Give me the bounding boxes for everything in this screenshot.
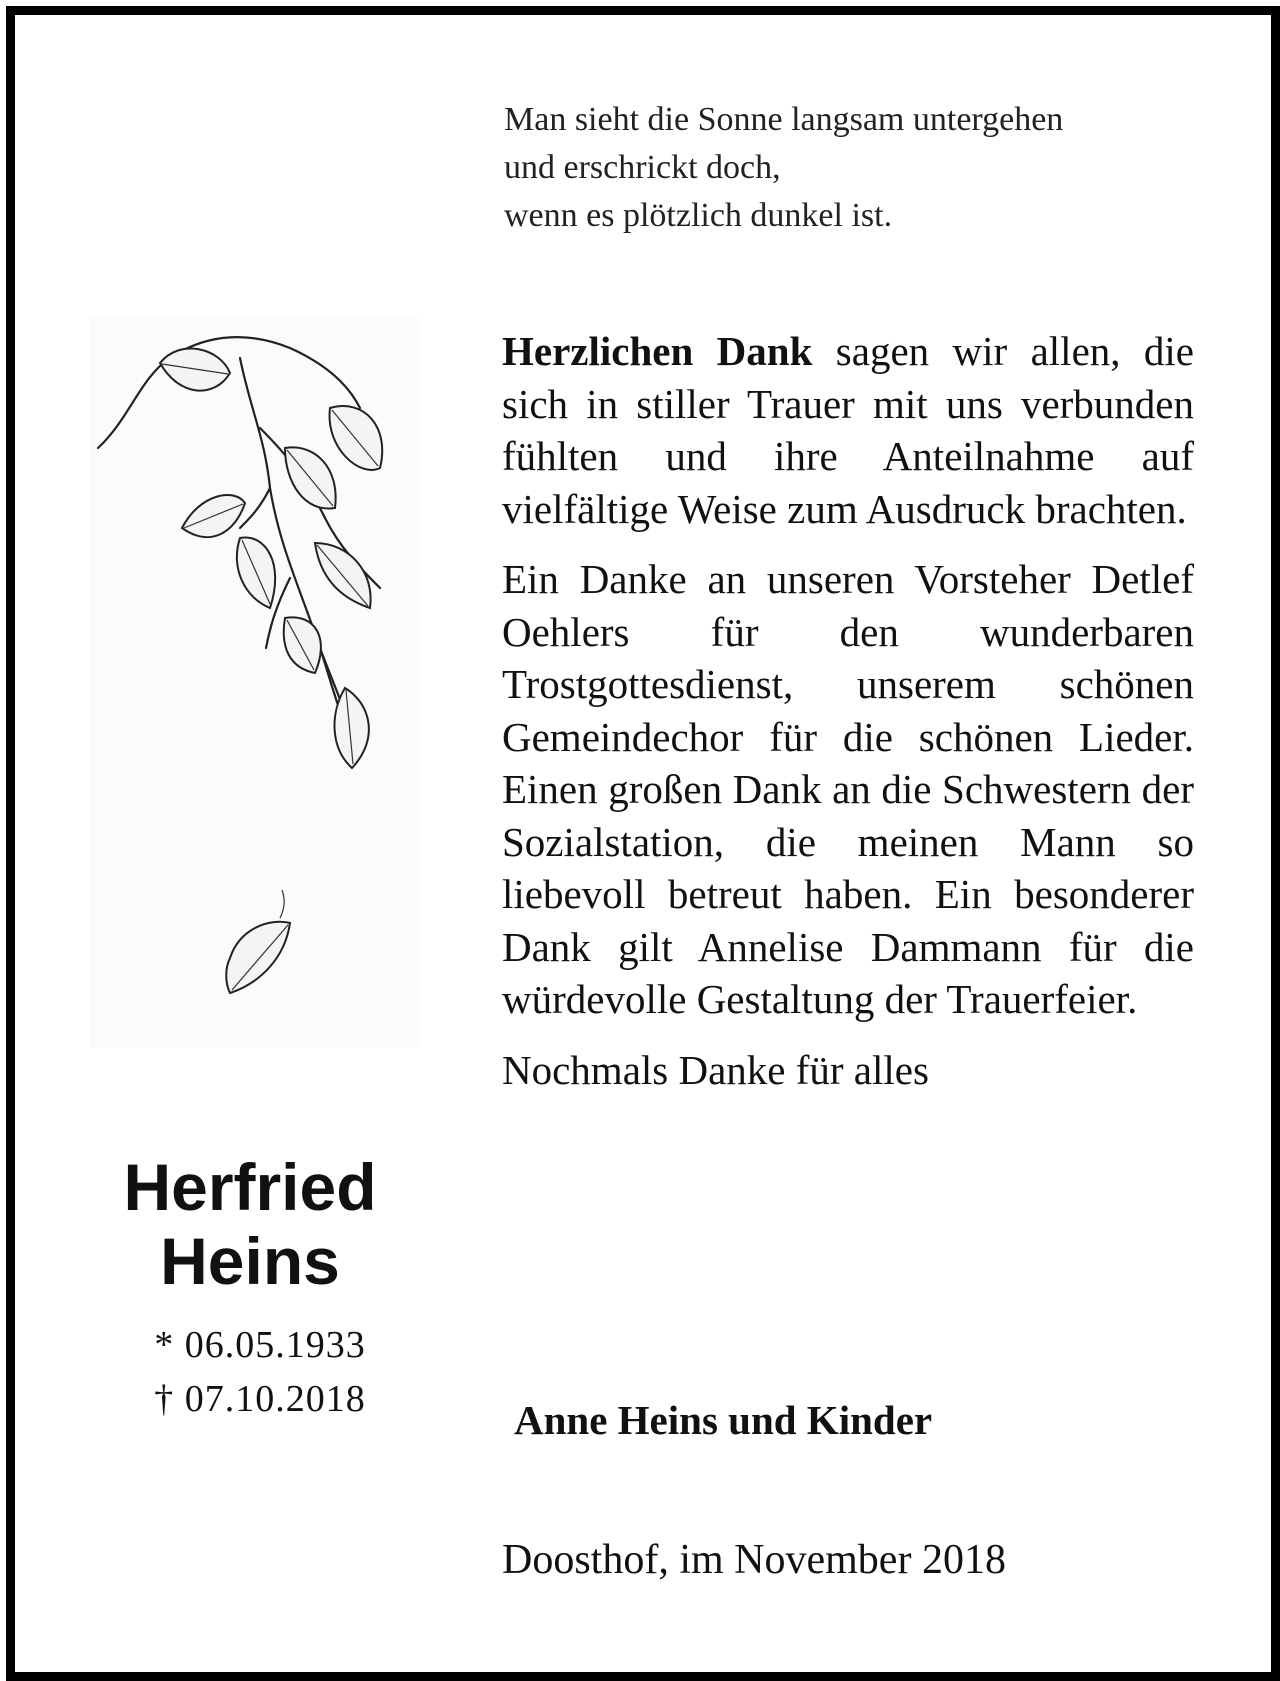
thanks-paragraph-2: Ein Danke an unseren Vorsteher Detlef Oehlers für den wunderbaren Trostgottesdienst, unserem schönen Gemeindechor für die schönen Lieder. Einen großen Dank an die Schwestern der Sozialstation, die meinen Mann so liebevoll betreut haben. Ein besonderer Dank gilt Annelise Dammann für die würdevolle Gestaltung der Trauerfeier. — [502, 556, 1194, 1022]
thanks-text — [502, 325, 1194, 1114]
death-date: † 07.10.2018 — [154, 1378, 366, 1420]
birth-date: * 06.05.1933 — [154, 1324, 366, 1366]
first-name: Herfried — [123, 1150, 377, 1224]
birch-branch-illustration — [90, 318, 420, 1048]
motto-quote — [504, 96, 1204, 240]
place-date: Doosthof, im November 2018 — [502, 1537, 1006, 1583]
motto-line-1: Man sieht die Sonne langsam untergehen — [504, 101, 1064, 138]
last-name: Heins — [160, 1224, 340, 1298]
deceased-name — [70, 1150, 430, 1298]
thanks-paragraph-3: Nochmals Danke für alles — [502, 1046, 929, 1093]
motto-line-2: und erschrickt doch, — [504, 149, 781, 186]
life-dates — [120, 1318, 400, 1426]
birch-branch-icon — [90, 318, 420, 1048]
thanks-lead: Herzlichen Dank — [502, 328, 813, 374]
signature: Anne Heins und Kinder — [514, 1397, 933, 1443]
thanks-paragraph-1-text: sagen wir allen, die sich in stiller Trauer mit uns verbunden fühlten und ihre Anteilnahme auf vielfältige Weise zum Ausdruck brachten. — [502, 328, 1194, 532]
motto-line-3: wenn es plötzlich dunkel ist. — [504, 197, 893, 234]
thanks-paragraph-1 — [502, 325, 1194, 535]
